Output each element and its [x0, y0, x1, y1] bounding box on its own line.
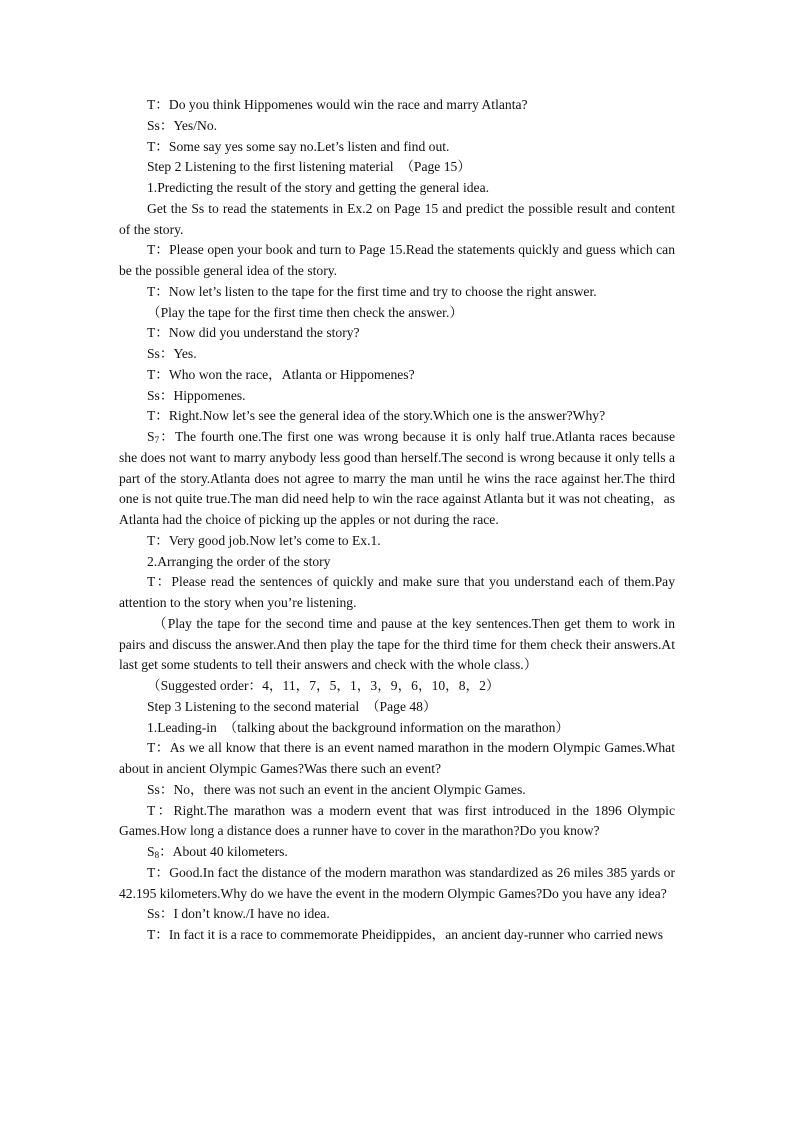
paragraph: T：Right.Now let’s see the general idea of the story.Which one is the answer?Why?	[147, 408, 606, 424]
paragraph: T：Some say yes some say no.Let’s listen and find out.	[147, 138, 450, 154]
paragraph: Ss：Yes.	[147, 346, 197, 361]
paragraph: Ss：Hippomenes.	[147, 387, 246, 403]
paragraph: 1.Leading-in （talking about the background information on the marathon）	[147, 719, 570, 735]
paragraph: Get the Ss to read the statements in Ex.2 on Page 15 and predict the possible result and content of the story.	[119, 200, 675, 237]
paragraph-text: ：About 40 kilometers.	[159, 844, 288, 859]
paragraph: （Suggested order：4，11，7，5，1，3，9，6，10，8，2）	[147, 678, 500, 693]
paragraph: T：Do you think Hippomenes would win the race and marry Atlanta?	[147, 97, 528, 112]
paragraph: 2.Arranging the order of the story	[147, 553, 331, 569]
speaker-label: S	[147, 844, 155, 859]
paragraph: （Play the tape for the first time then check the answer.）	[147, 304, 463, 320]
paragraph: T：Right.The marathon was a modern event that was first introduced in the 1896 Olympic Games.How long a distance does a runner have to cover in the marathon?Do you know?	[119, 802, 675, 839]
paragraph: T：Now let’s listen to the tape for the first time and try to choose the right answer.	[147, 283, 597, 299]
paragraph: T：Who won the race，Atlanta or Hippomenes?	[147, 366, 415, 382]
paragraph: Ss：I don’t know./I have no idea.	[147, 906, 330, 922]
paragraph: T：As we all know that there is an event named marathon in the modern Olympic Games.What about in ancient Olympic Games?Was there such an event?	[119, 740, 675, 776]
speaker-number: 7	[154, 435, 160, 445]
paragraph: 1.Predicting the result of the story and getting the general idea.	[147, 180, 490, 195]
paragraph: T：Please open your book and turn to Page 15.Read the statements quickly and guess which can be the possible general idea of the story.	[119, 242, 675, 278]
lesson-transcript	[119, 95, 675, 946]
paragraph-text: ：The fourth one.The first one was wrong because it is only half true.Atlanta races because she does not want to marry anybody less good than herself.The second is wrong because it only tells a part of the story.Atlanta does not agree to marry the man until he wins the race against her.The third one is not quite true.The man did need help to win the race against Atlanta but it was not cheating，as Atlanta had the choice of picking up the apples or not during the race.	[119, 429, 675, 527]
paragraph	[119, 427, 675, 531]
paragraph	[119, 842, 675, 863]
paragraph: Ss：No，there was not such an event in the ancient Olympic Games.	[147, 781, 526, 797]
section-heading: Step 3 Listening to the second material （Page 48）	[147, 698, 437, 714]
paragraph: T：Very good job.Now let’s come to Ex.1.	[147, 532, 381, 548]
paragraph: T：In fact it is a race to commemorate Pheidippides，an ancient day-runner who carried news	[147, 927, 663, 942]
speaker-number: 8	[154, 850, 160, 860]
section-heading: Step 2 Listening to the first listening material （Page 15）	[147, 159, 471, 175]
paragraph: T：Please read the sentences of quickly and make sure that you understand each of them.Pay attention to the story when you’re listening.	[119, 574, 675, 610]
paragraph: Ss：Yes/No.	[147, 117, 218, 133]
paragraph: T：Now did you understand the story?	[147, 325, 360, 341]
paragraph: T：Good.In fact the distance of the modern marathon was standardized as 26 miles 385 yards or 42.195 kilometers.Why do we have the event in the modern Olympic Games?Do you have any idea?	[119, 864, 675, 901]
speaker-label: S	[147, 429, 155, 444]
paragraph: （Play the tape for the second time and pause at the key sentences.Then get them to work in pairs and discuss the answer.And then play the tape for the third time for them check their answers.At last get some students to tell their answers and check with the whole class.）	[119, 615, 675, 673]
